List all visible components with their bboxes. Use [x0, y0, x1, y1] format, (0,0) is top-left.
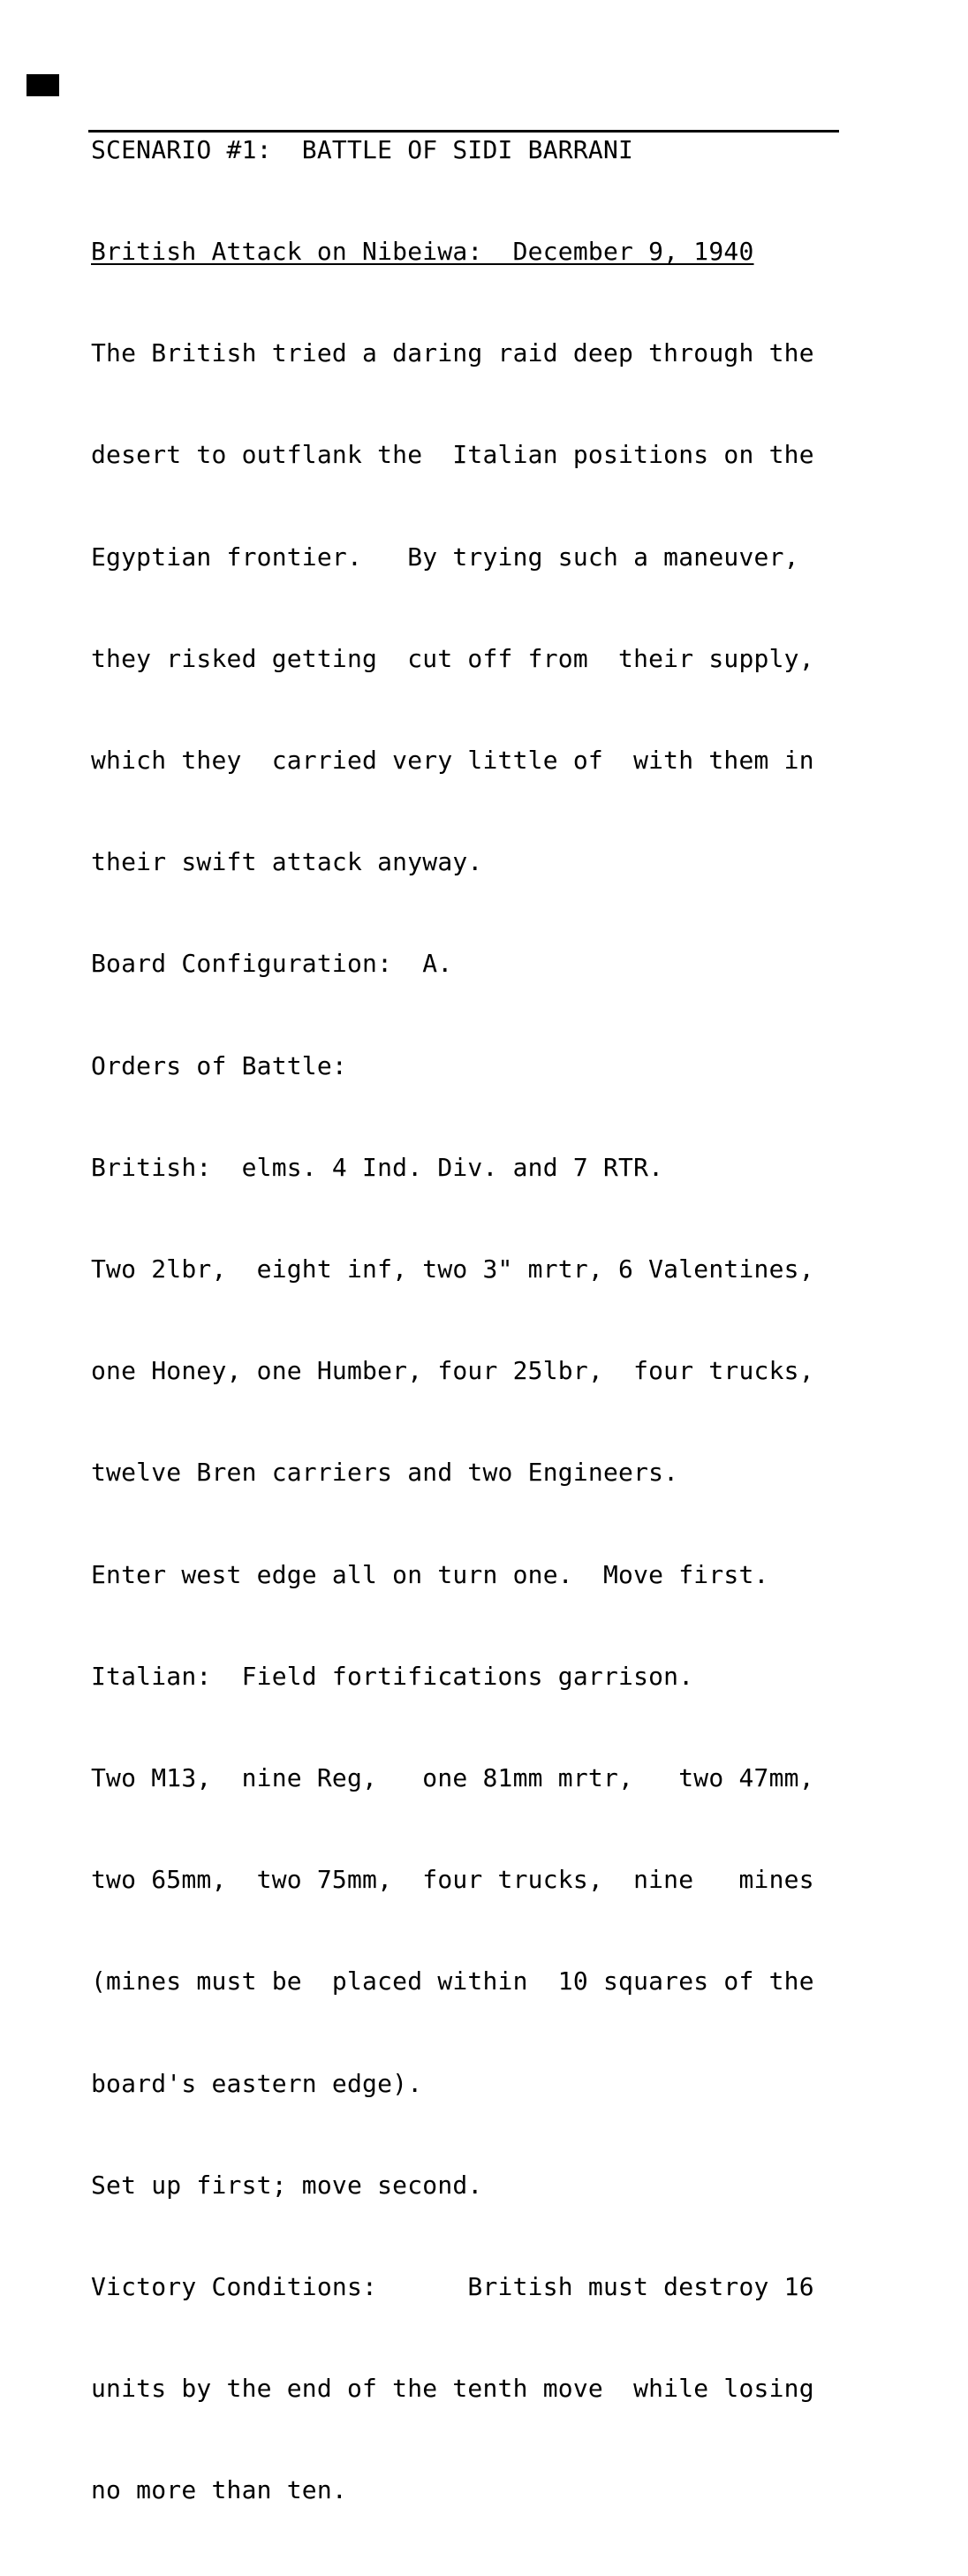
- text-line: which they carried very little of with them in: [91, 746, 814, 776]
- text-line: Egyptian frontier. By trying such a maneuver,: [91, 542, 799, 572]
- board-configuration-line: Board Configuration: A.: [91, 949, 453, 979]
- text-line: The British tried a daring raid deep through the: [91, 338, 814, 368]
- scenario-text: [91, 65, 939, 2576]
- british-forces-line: British: elms. 4 Ind. Div. and 7 RTR.: [91, 1152, 664, 1182]
- text-line: twelve Bren carriers and two Engineers.: [91, 1458, 679, 1488]
- text-line: units by the end of the tenth move while losing: [91, 2374, 814, 2404]
- italian-forces-line: Italian: Field fortifications garrison.: [91, 1661, 694, 1691]
- scenario-heading: SCENARIO #1: BATTLE OF SIDI BARRANI: [91, 134, 634, 164]
- text-line: they risked getting cut off from their supply,: [91, 643, 814, 673]
- text-line: Two M13, nine Reg, one 81mm mrtr, two 47mm,: [91, 1763, 814, 1793]
- scenario-subheading: British Attack on Nibeiwa: December 9, 1940: [91, 237, 754, 267]
- section-bullet: [26, 74, 59, 96]
- text-line: Enter west edge all on turn one. Move first.: [91, 1559, 769, 1589]
- text-line: desert to outflank the Italian positions on the: [91, 440, 814, 470]
- text-line: no more than ten.: [91, 2475, 347, 2505]
- text-line: one Honey, one Humber, four 25lbr, four trucks,: [91, 1356, 814, 1386]
- text-line: board's eastern edge).: [91, 2068, 423, 2098]
- orders-of-battle-line: Orders of Battle:: [91, 1050, 347, 1080]
- text-line: Set up first; move second.: [91, 2170, 483, 2200]
- text-line: two 65mm, two 75mm, four trucks, nine mines: [91, 1865, 814, 1895]
- text-line: their swift attack anyway.: [91, 847, 483, 877]
- text-line: (mines must be placed within 10 squares of the: [91, 1966, 814, 1996]
- victory-conditions-line: Victory Conditions: British must destroy 16: [91, 2272, 814, 2302]
- text-line: Two 2lbr, eight inf, two 3" mrtr, 6 Valentines,: [91, 1254, 814, 1284]
